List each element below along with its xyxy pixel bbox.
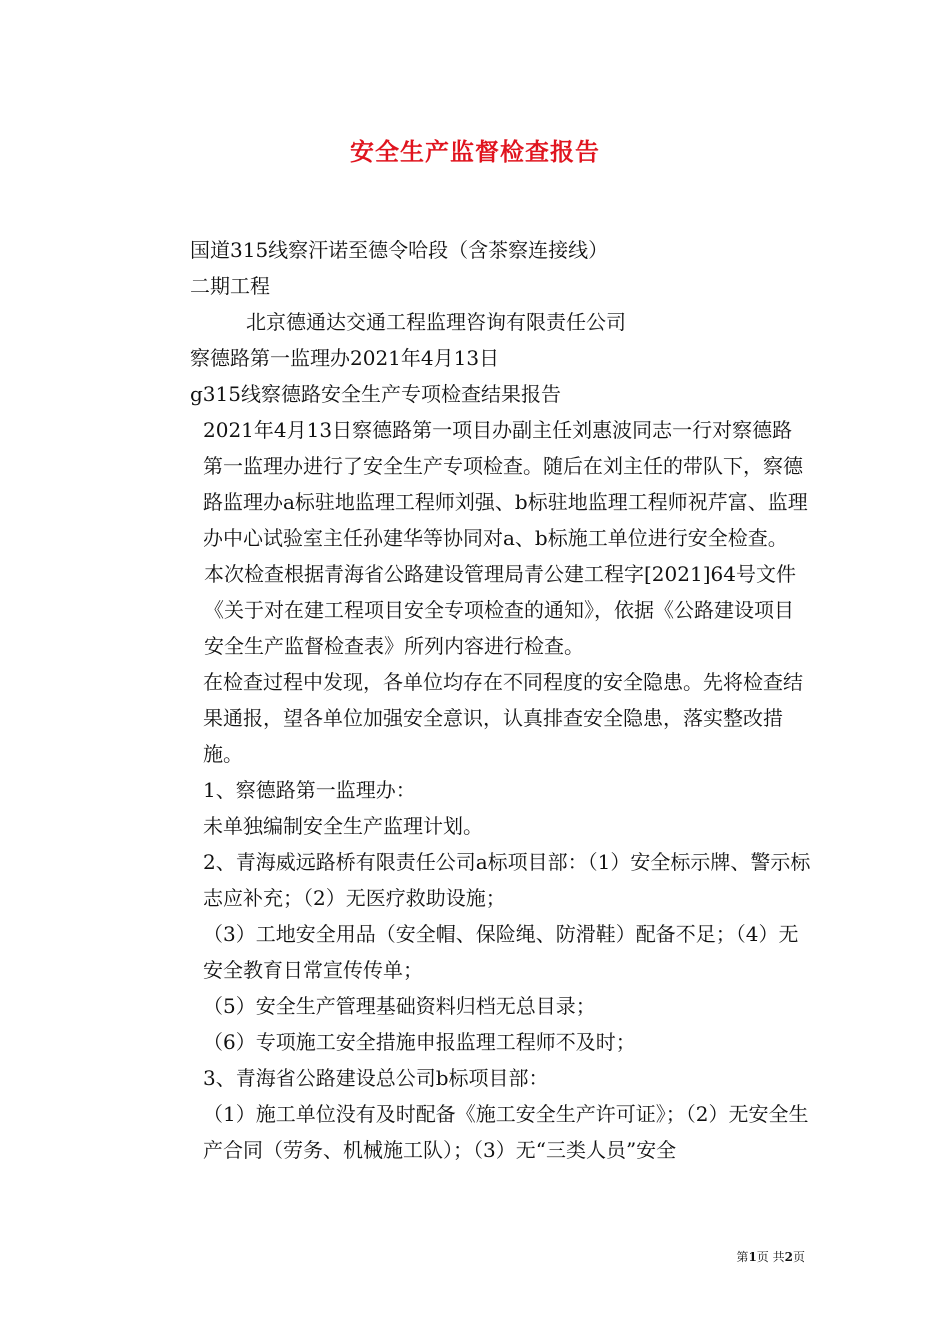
paragraph: （1）施工单位没有及时配备《施工安全生产许可证》；（2）无安全生产合同（劳务、机械施工队）；（3）无“三类人员”安全	[203, 1102, 809, 1162]
document-title: 安全生产监督检查报告	[350, 138, 600, 166]
document-body	[146, 232, 811, 1168]
footer-current-page: 1	[748, 1250, 757, 1264]
paragraph: （5）安全生产管理基础资料归档无总目录；	[203, 994, 596, 1018]
paragraph: 2、青海威远路桥有限责任公司a标项目部：（1）安全标示牌、警示标志应补充；（2）无医疗救助设施；	[203, 850, 811, 910]
paragraph: 2021年4月13日察德路第一项目办副主任刘惠波同志一行对察德路第一监理办进行了安全生产专项检查。随后在刘主任的带队下，察德路监理办a标驻地监理工程师刘强、b标驻地监理工程师祝芹富、监理办中心试验室主任孙建华等协同对a、b标施工单位进行安全检查。	[203, 418, 808, 550]
paragraph: （3）工地安全用品（安全帽、保险绳、防滑鞋）配备不足；（4）无安全教育日常宣传传单；	[203, 922, 799, 982]
paragraph: 1、察德路第一监理办：	[203, 778, 416, 802]
paragraph: 国道315线察汗诺至德令哈段（含茶察连接线）	[190, 238, 609, 262]
paragraph: 北京德通达交通工程监理咨询有限责任公司	[246, 310, 626, 334]
paragraph: 在检查过程中发现，各单位均存在不同程度的安全隐患。先将检查结果通报，望各单位加强安全意识，认真排查安全隐患，落实整改措施。	[203, 670, 803, 766]
footer-middle: 页 共	[756, 1250, 785, 1264]
paragraph: （6）专项施工安全措施申报监理工程师不及时；	[203, 1030, 636, 1054]
paragraph: 未单独编制安全生产监理计划。	[203, 814, 483, 838]
paragraph: 二期工程	[190, 274, 270, 298]
page-footer	[736, 1248, 805, 1265]
footer-prefix: 第	[736, 1250, 749, 1264]
footer-suffix: 页	[792, 1250, 805, 1264]
paragraph: g315线察德路安全生产专项检查结果报告	[190, 382, 561, 406]
paragraph: 察德路第一监理办2021年4月13日	[190, 346, 500, 370]
paragraph: 本次检查根据青海省公路建设管理局青公建工程字[2021]64号文件《关于对在建工程项目安全专项检查的通知》，依据《公路建设项目安全生产监督检查表》所列内容进行检查。	[204, 562, 796, 658]
paragraph: 3、青海省公路建设总公司b标项目部：	[203, 1066, 549, 1090]
footer-total-pages: 2	[784, 1250, 793, 1264]
